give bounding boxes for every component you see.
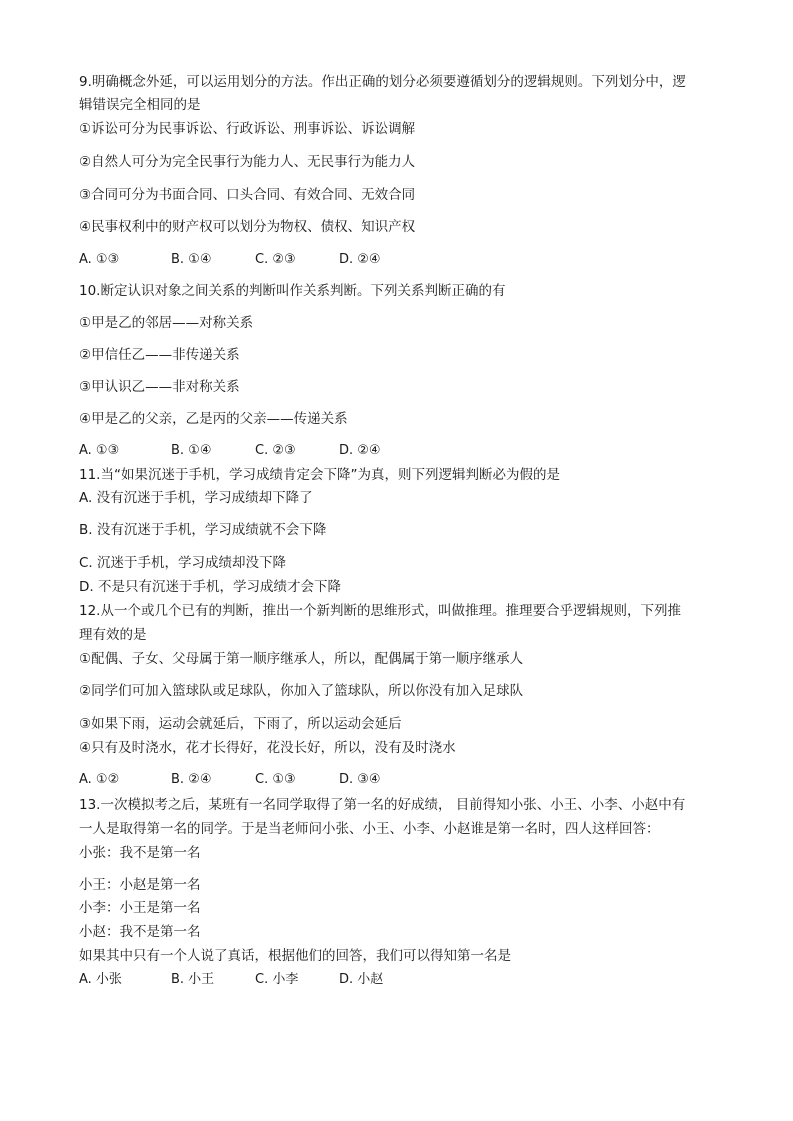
q9-option-1: ①诉讼可分为民事诉讼、行政诉讼、刑事诉讼、诉讼调解 [79, 121, 416, 137]
q13-choice-a[interactable]: A. 小张 [79, 972, 122, 987]
q12-stem-line1: 12.从一个或几个已有的判断，推出一个新判断的思维形式，叫做推理。推理要合乎逻辑规则，下列推 [79, 603, 681, 619]
q11-choice-b[interactable]: B. 没有沉迷于手机，学习成绩就不会下降 [79, 522, 327, 538]
q10-option-4: ④甲是乙的父亲，乙是丙的父亲——传递关系 [79, 411, 348, 427]
q13-answer-zhao: 小赵：我不是第一名 [79, 924, 201, 940]
q12-option-4: ④只有及时浇水，花才长得好，花没长好，所以，没有及时浇水 [79, 740, 456, 756]
q12-option-1: ①配偶、子女、父母属于第一顺序继承人，所以，配偶属于第一顺序继承人 [79, 651, 524, 667]
q13-answer-wang: 小王：小赵是第一名 [79, 877, 201, 893]
q10-choice-b[interactable]: B. ①④ [171, 443, 212, 458]
q10-option-2: ②甲信任乙——非传递关系 [79, 347, 240, 363]
q12-choice-d[interactable]: D. ③④ [339, 772, 381, 787]
q9-option-2: ②自然人可分为完全民事行为能力人、无民事行为能力人 [79, 154, 416, 170]
q13-answer-li: 小李：小王是第一名 [79, 900, 201, 916]
q11-choice-c[interactable]: C. 沉迷于手机，学习成绩却没下降 [79, 555, 287, 571]
q13-choice-c[interactable]: C. 小李 [255, 972, 299, 987]
q12-choices [79, 770, 423, 790]
q9-option-4: ④民事权利中的财产权可以划分为物权、债权、知识产权 [79, 219, 416, 235]
q13-choice-b[interactable]: B. 小王 [171, 972, 215, 987]
q9-option-3: ③合同可分为书面合同、口头合同、有效合同、无效合同 [79, 187, 416, 203]
q10-choices [79, 441, 423, 461]
q9-choice-b[interactable]: B. ①④ [171, 252, 212, 267]
q10-choice-c[interactable]: C. ②③ [255, 443, 296, 458]
q12-choice-c[interactable]: C. ①③ [255, 772, 296, 787]
q9-stem-line2: 辑错误完全相同的是 [79, 97, 201, 113]
q9-choice-a[interactable]: A. ①③ [79, 252, 120, 267]
q12-choice-a[interactable]: A. ①② [79, 772, 120, 787]
q10-choice-a[interactable]: A. ①③ [79, 443, 120, 458]
q12-choice-b[interactable]: B. ②④ [171, 772, 212, 787]
q13-choice-d[interactable]: D. 小赵 [339, 972, 384, 987]
q12-option-2: ②同学们可加入篮球队或足球队，你加入了篮球队，所以你没有加入足球队 [79, 683, 524, 699]
q12-stem-line2: 理有效的是 [79, 627, 147, 643]
q13-answer-zhang: 小张：我不是第一名 [79, 845, 201, 861]
q11-stem: 11.当“如果沉迷于手机，学习成绩肯定会下降”为真，则下列逻辑判断必为假的是 [79, 467, 560, 483]
q13-choices [79, 970, 423, 990]
q9-choice-d[interactable]: D. ②④ [339, 252, 381, 267]
q13-question: 如果其中只有一个人说了真话，根据他们的回答，我们可以得知第一名是 [79, 948, 511, 964]
q10-option-1: ①甲是乙的邻居——对称关系 [79, 315, 254, 331]
q9-stem-line1: 9.明确概念外延，可以运用划分的方法。作出正确的划分必须要遵循划分的逻辑规则。下列划分中，逻 [79, 74, 686, 90]
q13-stem-line2: 一人是取得第一名的同学。于是当老师问小张、小王、小李、小赵谁是第一名时，四人这样回答： [79, 821, 660, 837]
q10-option-3: ③甲认识乙——非对称关系 [79, 379, 240, 395]
q9-choices [79, 250, 423, 270]
q11-choice-a[interactable]: A. 没有沉迷于手机，学习成绩却下降了 [79, 490, 313, 506]
q12-option-3: ③如果下雨，运动会就延后，下雨了，所以运动会延后 [79, 716, 402, 732]
q10-stem: 10.断定认识对象之间关系的判断叫作关系判断。下列关系判断正确的有 [79, 283, 506, 299]
q10-choice-d[interactable]: D. ②④ [339, 443, 381, 458]
q11-choice-d[interactable]: D. 不是只有沉迷于手机，学习成绩才会下降 [79, 579, 341, 595]
q9-choice-c[interactable]: C. ②③ [255, 252, 296, 267]
q13-stem-line1: 13.一次模拟考之后，某班有一名同学取得了第一名的好成绩， 目前得知小张、小王、小李、小赵中有 [79, 797, 686, 813]
